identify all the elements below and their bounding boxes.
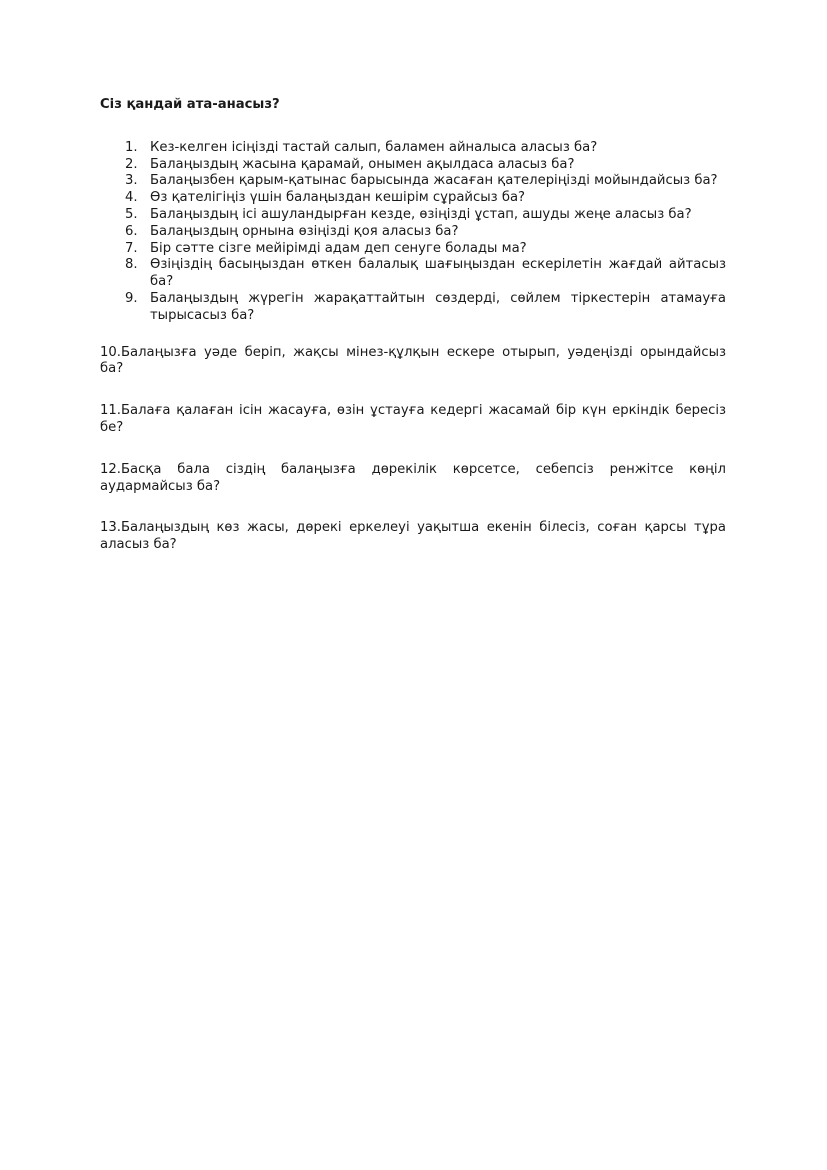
list-item: 3. Балаңызбен қарым-қатынас барысында жасаған қателеріңізді мойындайсыз ба? xyxy=(125,173,718,189)
document-page xyxy=(100,97,726,579)
question-paragraph: 13.Балаңыздың көз жасы, дөрекі еркелеуі уақытша екенін білесіз, соған қарсы тұра аласыз ба? xyxy=(100,520,726,553)
question-paragraph: 10.Балаңызға уәде беріп, жақсы мінез-құлқын ескере отырып, уәдеңізді орындайсыз ба? xyxy=(100,344,726,377)
list-item: 4. Өз қателігіңіз үшін балаңыздан кешірім сұрайсыз ба? xyxy=(125,190,526,206)
question-paragraph: 12.Басқа бала сіздің балаңызға дөрекілік көрсетсе, себепсіз ренжітсе көңіл аудармайсыз ба? xyxy=(100,461,726,494)
list-item: 9. Балаңыздың жүрегін жарақаттайтын сөздерді, сөйлем тіркестерін атамауға тырысасыз ба? xyxy=(125,290,726,323)
list-item: 5. Балаңыздың ісі ашуландырған кезде, өзіңізді ұстап, ашуды жеңе аласыз ба? xyxy=(125,206,692,222)
list-item: 8. Өзіңіздің басыңыздан өткен балалық шағыңыздан ескерілетін жағдай айтасыз ба? xyxy=(125,257,726,290)
list-item: 2. Балаңыздың жасына қарамай, онымен ақылдаса аласыз ба? xyxy=(125,156,575,172)
list-item: 7. Бір сәтте сізге мейірімді адам деп сенуге болады ма? xyxy=(125,240,527,256)
list-item: 6. Балаңыздың орнына өзіңізді қоя аласыз ба? xyxy=(125,223,459,239)
question-paragraph: 11.Балаға қалаған ісін жасауға, өзін ұстауға кедергі жасамай бір күн еркіндік бересіз бе? xyxy=(100,403,726,435)
document-title: Сіз қандай ата-анасыз? xyxy=(100,97,280,112)
list-item: 1. Кез-келген ісіңізді тастай салып, баламен айналыса аласыз ба? xyxy=(125,139,598,155)
questions-list xyxy=(100,140,726,325)
